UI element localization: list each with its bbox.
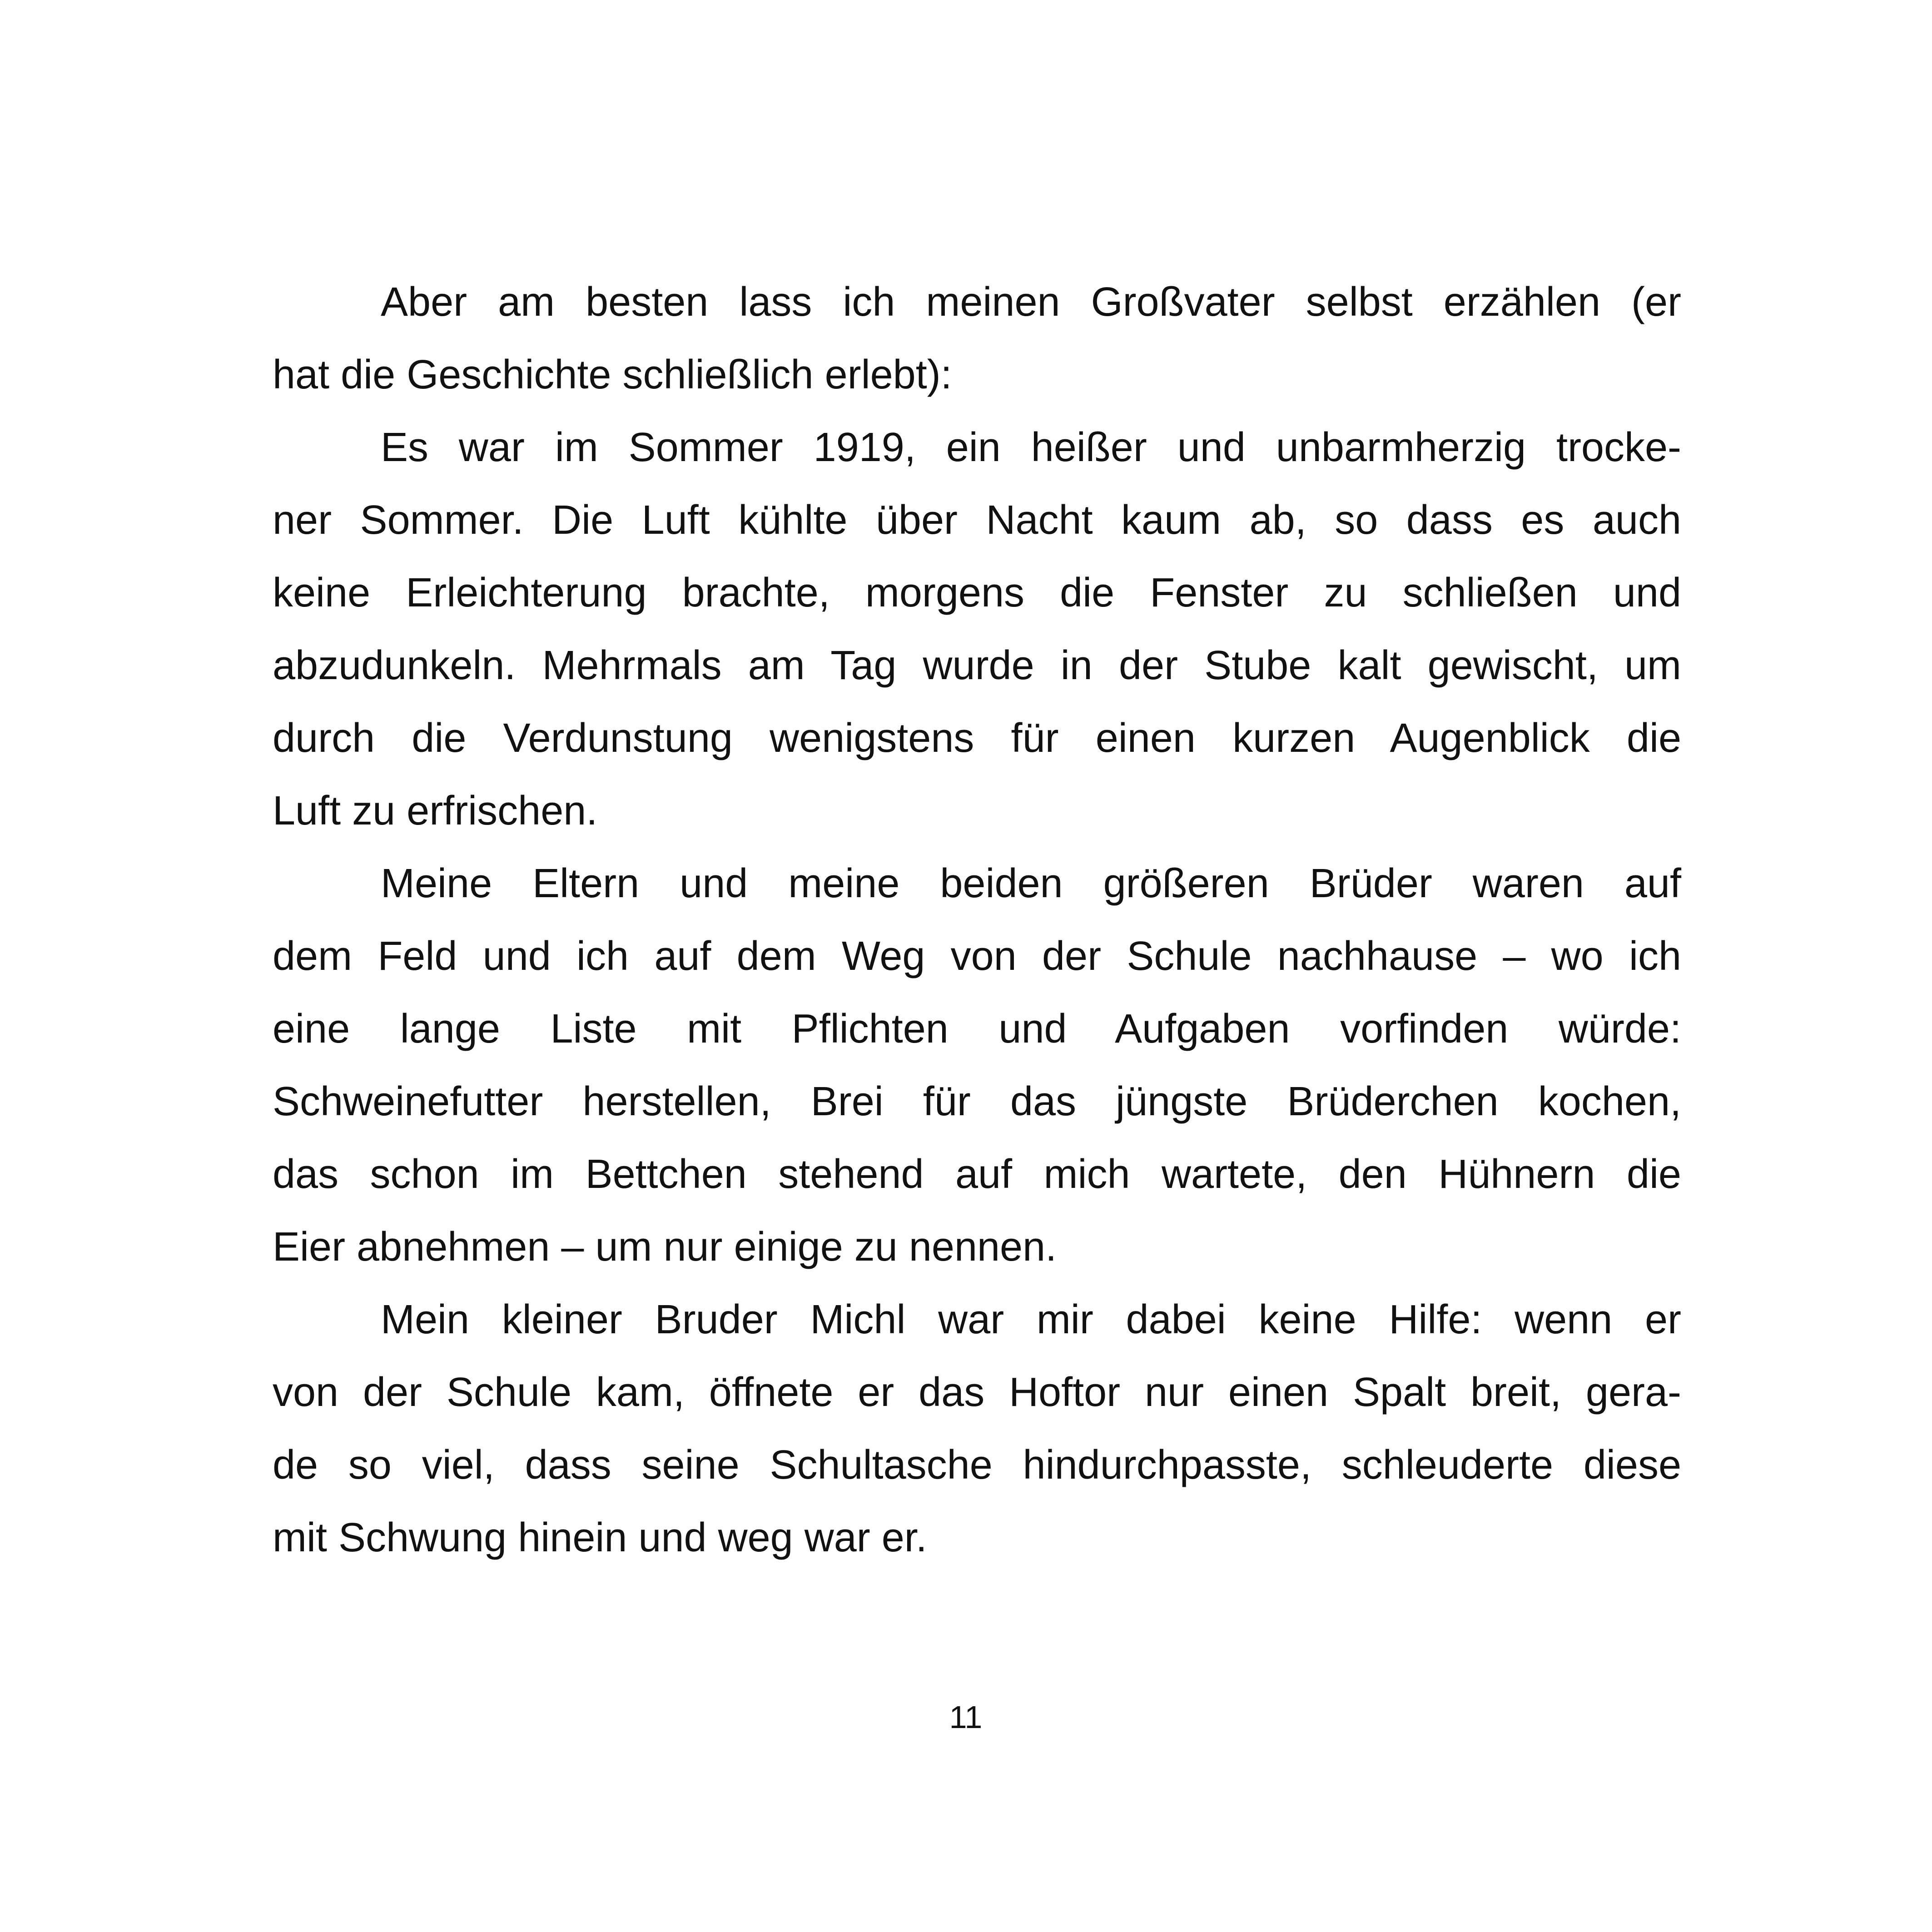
page-number: 11 <box>949 1699 983 1735</box>
text-line: Es war im Sommer 1919, ein heißer und unbarmherzig trocke- <box>381 425 1681 470</box>
text-line: durch die Verdunstung wenigstens für einen kurzen Augenblick die <box>273 715 1681 761</box>
text-line: de so viel, dass seine Schultasche hindurchpasste, schleuderte diese <box>273 1442 1681 1488</box>
text-line: mit Schwung hinein und weg war er. <box>273 1515 927 1560</box>
text-line: Eier abnehmen – um nur einige zu nennen. <box>273 1224 1057 1270</box>
text-line: Luft zu erfrischen. <box>273 788 598 834</box>
text-line: hat die Geschichte schließlich erlebt): <box>273 352 952 397</box>
text-line: dem Feld und ich auf dem Weg von der Schule nachhause – wo ich <box>273 934 1681 979</box>
text-line: keine Erleichterung brachte, morgens die Fenster zu schließen und <box>273 570 1681 616</box>
text-line: Meine Eltern und meine beiden größeren Brüder waren auf <box>381 861 1681 906</box>
text-line: Schweinefutter herstellen, Brei für das jüngste Brüderchen kochen, <box>273 1079 1681 1124</box>
text-line: eine lange Liste mit Pflichten und Aufgaben vorfinden würde: <box>273 1006 1681 1052</box>
text-line: das schon im Bettchen stehend auf mich wartete, den Hühnern die <box>273 1152 1681 1197</box>
text-line: abzudunkeln. Mehrmals am Tag wurde in der Stube kalt gewischt, um <box>273 643 1681 688</box>
text-line: Aber am besten lass ich meinen Großvater selbst erzählen (er <box>381 279 1681 325</box>
text-line: von der Schule kam, öffnete er das Hoftor nur einen Spalt breit, gera- <box>273 1370 1681 1415</box>
text-line: ner Sommer. Die Luft kühlte über Nacht kaum ab, so dass es auch <box>273 497 1681 543</box>
text-line: Mein kleiner Bruder Michl war mir dabei keine Hilfe: wenn er <box>381 1297 1681 1342</box>
